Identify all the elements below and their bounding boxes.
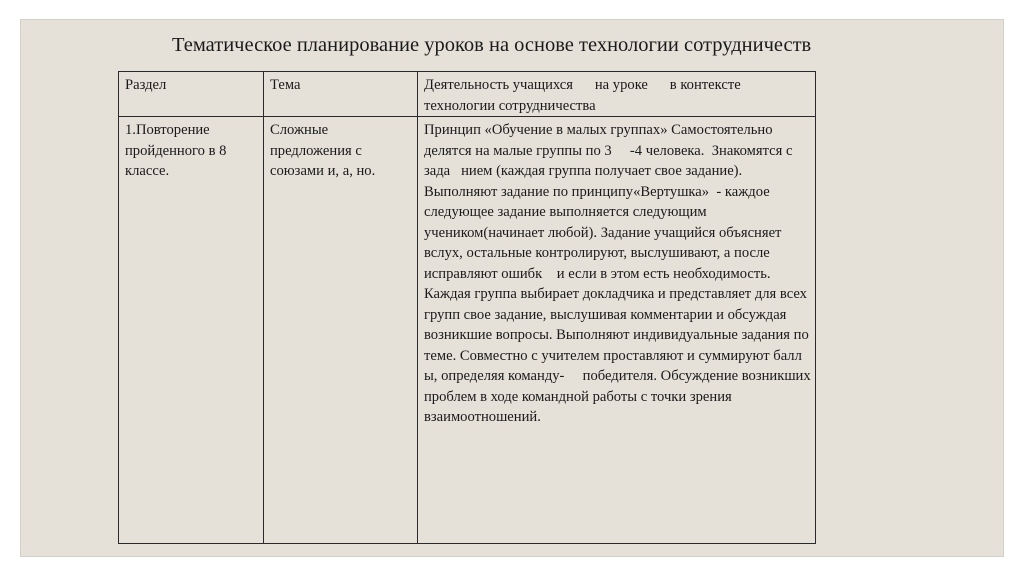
- header-topic: Тема: [264, 72, 418, 117]
- slide: [20, 19, 1004, 557]
- planning-table: [118, 71, 832, 544]
- table-row: [119, 117, 816, 544]
- header-section: Раздел: [119, 72, 264, 117]
- header-activity: Деятельность учащихся на уроке в контексте технологии сотрудничества: [418, 72, 816, 117]
- page-title: Тематическое планирование уроков на основе технологии сотрудничеств: [172, 34, 812, 56]
- cell-section: 1.Повторение пройденного в 8 классе.: [119, 117, 264, 544]
- cell-activity: Принцип «Обучение в малых группах» Самостоятельно делятся на малые группы по 3 -4 человека. Знакомятся с зада нием (каждая группа получает свое задание). Выполняют задание по принципу«Вертушка» - каждое следующее задание выполняется следующим учеником(начинает любой). Задание учащийся объясняет вслух, остальные контролируют, выслушивают, а после исправляют ошибк и если в этом есть необходимость. Каждая группа выбирает докладчика и представляет для всех групп свое задание, выслушивая комментарии и обсуждая возникшие вопросы. Выполняют индивидуальные задания по теме. Совместно с учителем проставляют и суммируют балл ы, определяя команду- победителя. Обсуждение возникших проблем в ходе командной работы с точки зрения взаимоотношений.: [418, 117, 816, 544]
- cell-topic: Сложные предложения с союзами и, а, но.: [264, 117, 418, 544]
- table-header-row: [119, 72, 816, 117]
